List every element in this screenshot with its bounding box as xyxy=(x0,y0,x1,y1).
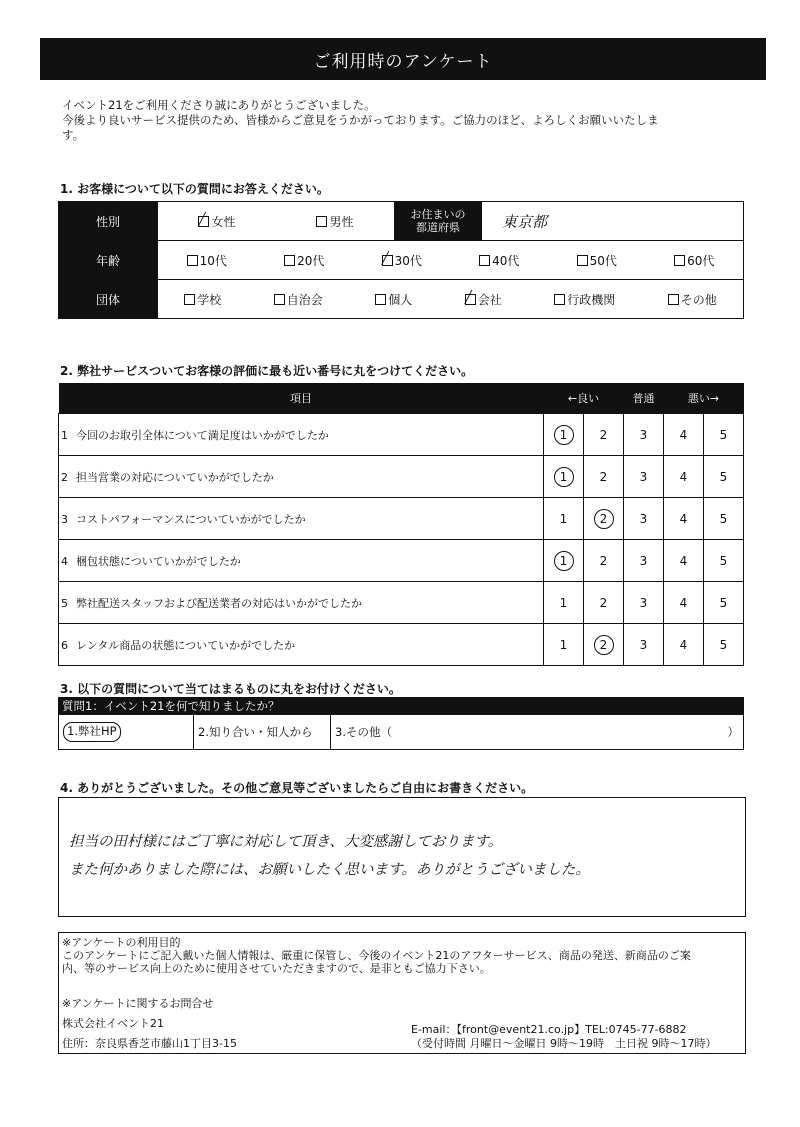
age-options xyxy=(158,241,743,279)
age-option[interactable]: ╱ 30代 xyxy=(382,252,422,269)
checkbox-icon xyxy=(382,255,393,266)
question1 xyxy=(58,697,744,750)
email-tel: E-mail：【front@event21.co.jp】TEL:0745-77-6882 xyxy=(411,1023,687,1036)
residence-label: お住まいの 都道府県 xyxy=(395,202,482,241)
checkbox-icon xyxy=(274,294,285,305)
rating-cell[interactable]: 2 xyxy=(584,414,624,456)
rating-cell[interactable] xyxy=(584,498,624,540)
rating-row: 1 今回のお取引全体について満足度はいかがでしたか 1 2 3 4 5 xyxy=(59,414,744,456)
checkbox-icon xyxy=(479,255,490,266)
option-other[interactable]: 3.その他（ ） xyxy=(335,725,739,739)
rating-cell[interactable] xyxy=(584,624,624,666)
age-option[interactable]: 20代 xyxy=(284,252,324,269)
age-option[interactable]: 40代 xyxy=(479,252,519,269)
rating-cell[interactable]: 1 xyxy=(544,498,584,540)
checkbox-icon xyxy=(198,216,209,227)
section3-heading: 3. 以下の質問について当てはまるものに丸をお付けください。 xyxy=(60,682,401,696)
section4-heading: 4. ありがとうございました。その他ご意見等ございましたらご自由にお書きください。 xyxy=(60,781,534,795)
checkbox-icon xyxy=(554,294,565,305)
checkbox-icon xyxy=(187,255,198,266)
purpose-text: このアンケートにご記入戴いた個人情報は、厳重に保管し、今後のイベント21のアフターサービス、商品の発送、新商品のご案 内、等のサービス向上のために使用させていただきますので、是非ともご協力下さい。 xyxy=(62,949,691,975)
question1-options xyxy=(58,715,744,750)
group-option[interactable]: その他 xyxy=(668,291,717,308)
comment-line-1: 担当の田村様にはご丁寧に対応して頂き、大変感謝しております。 xyxy=(69,834,503,850)
rating-cell[interactable]: 3 xyxy=(624,540,664,582)
rating-row: 6 レンタル商品の状態についていかがでしたか 1 2 3 4 5 xyxy=(59,624,744,666)
rating-question: レンタル商品の状態についていかがでしたか xyxy=(76,638,296,652)
checkbox-icon xyxy=(375,294,386,305)
checkbox-icon xyxy=(674,255,685,266)
col-normal: 普通 xyxy=(624,383,664,414)
rating-cell[interactable]: 3 xyxy=(624,498,664,540)
company-name: 株式会社イベント21 xyxy=(62,1017,164,1030)
rating-question: 弊社配送スタッフおよび配送業者の対応はいかがでしたか xyxy=(76,596,362,610)
checkbox-icon xyxy=(668,294,679,305)
section2-heading: 2. 弊社サービスついてお客様の評価に最も近い番号に丸をつけてください。 xyxy=(60,364,474,378)
rating-table xyxy=(58,383,744,666)
age-option[interactable]: 60代 xyxy=(674,252,714,269)
checkbox-icon xyxy=(577,255,588,266)
rating-cell[interactable]: 3 xyxy=(624,414,664,456)
rating-cell[interactable]: 4 xyxy=(664,624,704,666)
rating-row: 4 梱包状態についていかがでしたか 1 2 3 4 5 xyxy=(59,540,744,582)
rating-cell[interactable] xyxy=(544,456,584,498)
group-option[interactable]: ╱ 会社 xyxy=(465,291,502,308)
rating-cell[interactable]: 4 xyxy=(664,456,704,498)
group-label: 団体 xyxy=(59,280,158,319)
rating-cell[interactable]: 3 xyxy=(624,456,664,498)
group-option[interactable]: 個人 xyxy=(375,291,412,308)
rating-cell[interactable]: 5 xyxy=(704,498,744,540)
group-option[interactable]: 学校 xyxy=(184,291,221,308)
checkbox-icon xyxy=(184,294,195,305)
option-hp[interactable]: 1.弊社HP xyxy=(59,715,194,749)
rating-question: 担当営業の対応についていかがでしたか xyxy=(76,470,274,484)
col-good: ←良い xyxy=(544,383,624,414)
gender-option[interactable]: ╱ 女性 xyxy=(198,213,235,230)
rating-cell[interactable]: 1 xyxy=(544,624,584,666)
group-option[interactable]: 行政機関 xyxy=(554,291,615,308)
checkbox-icon xyxy=(284,255,295,266)
rating-cell[interactable]: 4 xyxy=(664,414,704,456)
selected-rating: 2 xyxy=(594,635,614,655)
customer-info-table xyxy=(58,201,744,319)
col-bad: 悪い→ xyxy=(664,383,744,414)
selected-rating: 1 xyxy=(554,551,574,571)
option-acquaintance[interactable]: 2.知り合い・知人から xyxy=(194,715,331,749)
rating-cell[interactable]: 5 xyxy=(704,624,744,666)
rating-question: コストパフォーマンスについていかがでしたか xyxy=(76,512,306,526)
checkbox-icon xyxy=(316,216,327,227)
rating-cell[interactable]: 3 xyxy=(624,624,664,666)
footer-box xyxy=(58,932,746,1054)
question1-label: 質問1：イベント21を何で知りましたか？ xyxy=(58,697,744,715)
intro-text: イベント21をご利用くださり誠にありがとうございました。 今後より良いサービス提供のため、皆様からご意見をうかがっております。ご協力のほど、よろしくお願いいたしま す。 xyxy=(62,98,659,142)
group-option[interactable]: 自治会 xyxy=(274,291,323,308)
rating-cell[interactable]: 2 xyxy=(584,456,624,498)
comment-line-2: また何かありました際には、お願いしたく思います。ありがとうございました。 xyxy=(69,862,590,878)
rating-cell[interactable]: 5 xyxy=(704,414,744,456)
rating-cell[interactable]: 2 xyxy=(584,540,624,582)
age-option[interactable]: 10代 xyxy=(187,252,227,269)
age-option[interactable]: 50代 xyxy=(577,252,617,269)
rating-question: 梱包状態についていかがでしたか xyxy=(76,554,241,568)
selected-rating: 1 xyxy=(554,425,574,445)
rating-cell[interactable] xyxy=(544,540,584,582)
purpose-title: ※アンケートの利用目的 xyxy=(62,936,181,949)
contact-title: ※アンケートに関するお問合せ xyxy=(62,997,214,1010)
rating-cell[interactable]: 4 xyxy=(664,540,704,582)
rating-cell[interactable]: 4 xyxy=(664,582,704,624)
selected-rating: 1 xyxy=(554,467,574,487)
checkbox-icon xyxy=(465,294,476,305)
age-label: 年齢 xyxy=(59,241,158,280)
gender-label: 性別 xyxy=(59,202,158,241)
free-comment-box[interactable] xyxy=(58,797,746,917)
rating-cell[interactable] xyxy=(544,414,584,456)
rating-cell[interactable]: 4 xyxy=(664,498,704,540)
residence-value[interactable]: 東京都 xyxy=(482,202,744,241)
group-options xyxy=(158,280,743,318)
rating-cell[interactable]: 2 xyxy=(584,582,624,624)
rating-cell[interactable]: 1 xyxy=(544,582,584,624)
gender-option[interactable]: 男性 xyxy=(316,213,353,230)
rating-question: 今回のお取引全体について満足度はいかがでしたか xyxy=(76,428,329,442)
rating-cell[interactable]: 5 xyxy=(704,456,744,498)
rating-cell[interactable]: 5 xyxy=(704,582,744,624)
rating-cell[interactable]: 3 xyxy=(624,582,664,624)
hours: （受付時間 月曜日～金曜日 9時～19時 土日祝 9時～17時） xyxy=(411,1037,717,1050)
rating-row: 5 弊社配送スタッフおよび配送業者の対応はいかがでしたか 1 2 3 4 5 xyxy=(59,582,744,624)
address: 住所：奈良県香芝市藤山1丁目3-15 xyxy=(62,1037,237,1050)
col-item: 項目 xyxy=(59,383,544,414)
selected-rating: 2 xyxy=(594,509,614,529)
rating-row: 2 担当営業の対応についていかがでしたか 1 2 3 4 5 xyxy=(59,456,744,498)
rating-cell[interactable]: 5 xyxy=(704,540,744,582)
rating-row: 3 コストパフォーマンスについていかがでしたか 1 2 3 4 5 xyxy=(59,498,744,540)
section1-heading: 1. お客様について以下の質問にお答えください。 xyxy=(60,182,329,196)
gender-options xyxy=(158,202,394,240)
page-title: ご利用時のアンケート xyxy=(40,38,766,80)
